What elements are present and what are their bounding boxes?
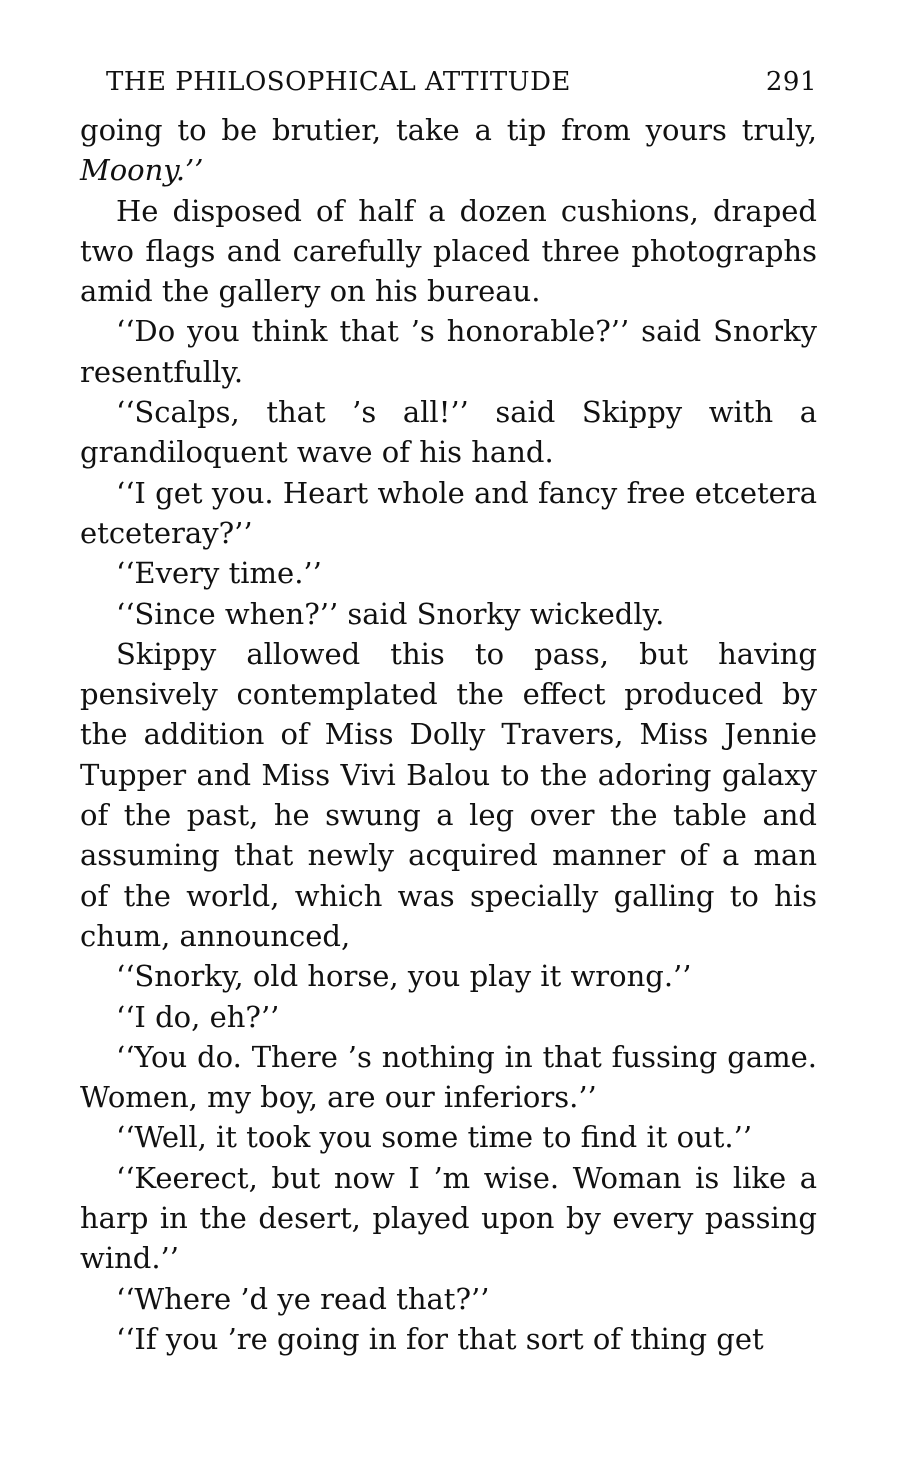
- running-head: [80, 60, 817, 104]
- paragraph: ‘‘Since when?’’ said Snorky wickedly.: [116, 596, 665, 631]
- paragraph: ‘‘Do you think that ’s honorable?’’ said Snorky resentfully.: [80, 314, 817, 389]
- page-number: 291: [765, 67, 817, 97]
- book-page: [80, 60, 817, 1359]
- paragraph: ‘‘Well, it took you some time to find it out.’’: [116, 1120, 753, 1155]
- italic-signature: Moony.’’: [80, 153, 204, 188]
- paragraph: ‘‘Every time.’’: [116, 556, 322, 591]
- paragraph: ‘‘I do, eh?’’: [116, 999, 280, 1034]
- paragraph: Skippy allowed this to pass, but having pensively contemplated the effect produced by the addition of Miss Dolly Travers, Miss Jennie Tupper and Miss Vivi Balou to the adoring galaxy of the past, he swung a leg over the table and assuming that newly acquired manner of a man of the world, which was specially galling to his chum, announced,: [80, 636, 817, 953]
- body-text: [80, 110, 817, 1359]
- paragraph: ‘‘Keerect, but now I ’m wise. Woman is like a harp in the desert, played upon by every passing wind.’’: [80, 1160, 817, 1276]
- paragraph: ‘‘Where ’d ye read that?’’: [116, 1281, 490, 1316]
- paragraph: ‘‘If you ’re going in for that sort of thing get: [116, 1321, 764, 1356]
- paragraph: ‘‘I get you. Heart whole and fancy free etcetera etceteray?’’: [80, 475, 817, 550]
- paragraph: ‘‘Snorky, old horse, you play it wrong.’’: [116, 959, 692, 994]
- paragraph: He disposed of half a dozen cushions, draped two flags and carefully placed three photographs amid the gallery on his bureau.: [80, 193, 817, 309]
- paragraph: ‘‘You do. There ’s nothing in that fussing game. Women, my boy, are our inferiors.’’: [80, 1039, 817, 1115]
- paragraph: going to be brutier, take a tip from yours truly, Moony.’’: [80, 113, 817, 188]
- paragraph: ‘‘Scalps, that ’s all!’’ said Skippy with a grandiloquent wave of his hand.: [80, 395, 817, 470]
- chapter-title: THE PHILOSOPHICAL ATTITUDE: [106, 67, 571, 97]
